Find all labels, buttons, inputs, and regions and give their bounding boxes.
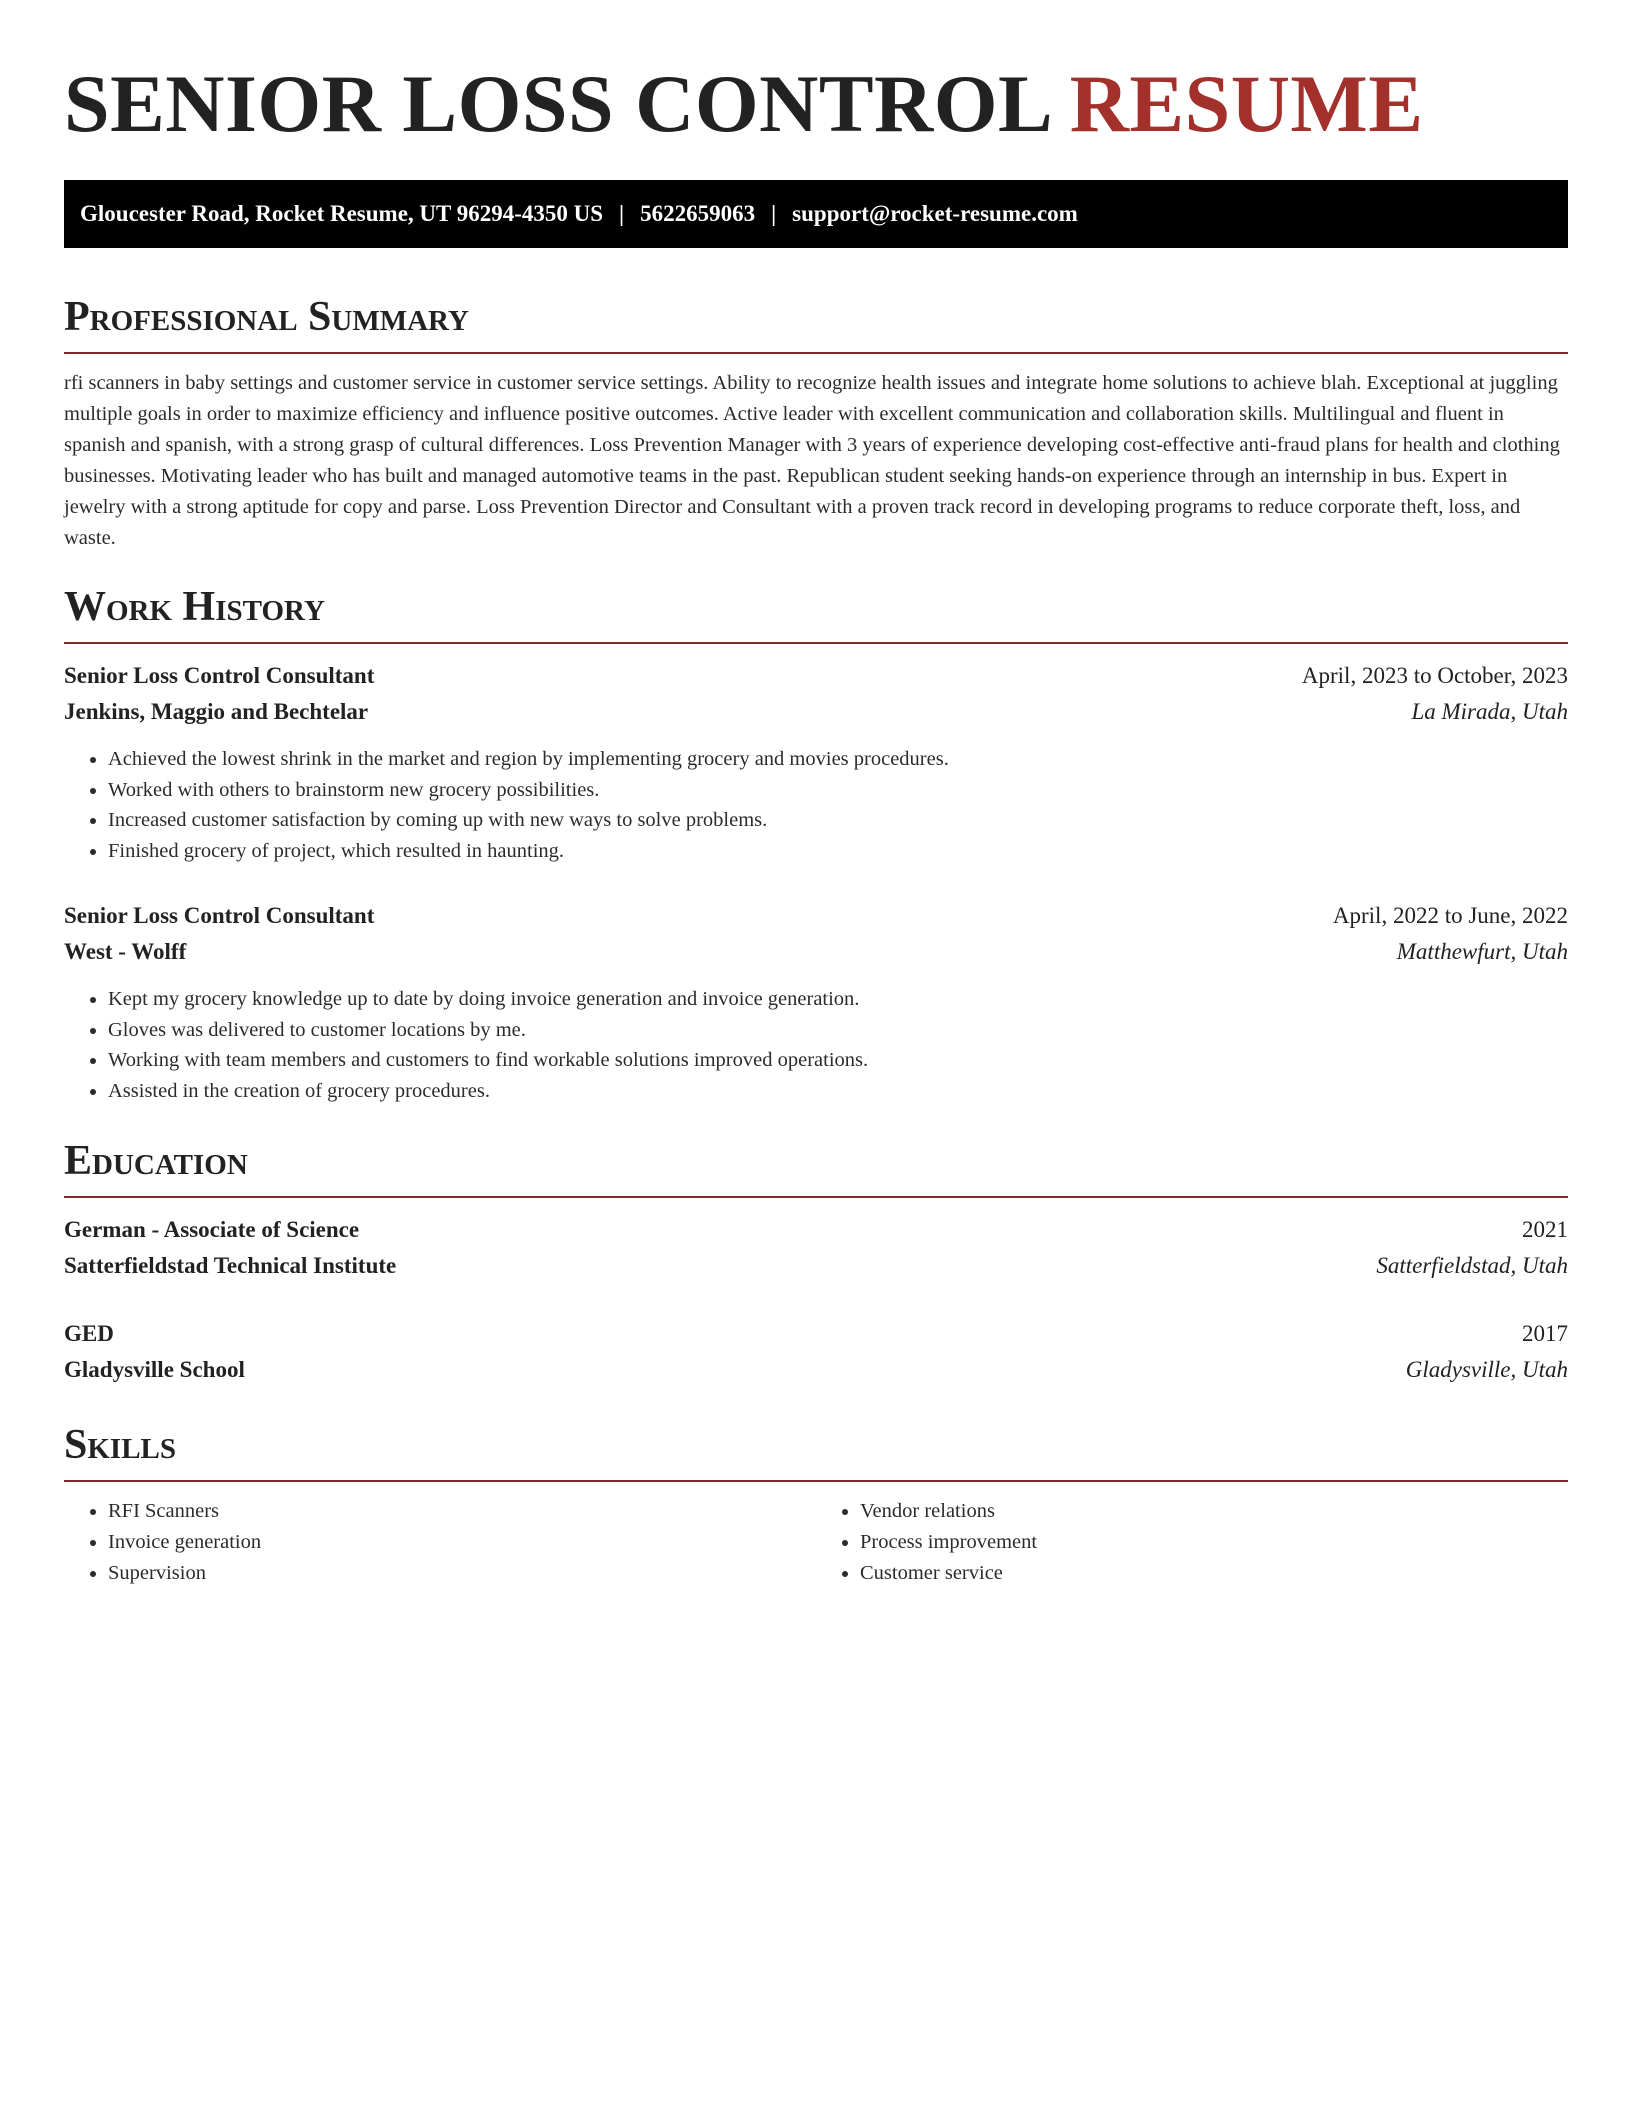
title-accent: RESUME: [1069, 58, 1424, 149]
contact-bar: [64, 180, 1568, 248]
job-dates: April, 2023 to October, 2023: [1301, 663, 1568, 688]
skill-item: • Invoice generation: [108, 1527, 816, 1558]
job-bullets: [64, 744, 1568, 866]
education-year: 2017: [1522, 1321, 1568, 1346]
summary-text: rfi scanners in baby settings and customer service in customer service settings. Ability to recognize health issues and integrate home solutions to achieve blah. Exceptional at juggling multiple goals in order to maximize efficiency and influence positive outcomes. Active leader with excellent communication and collaboration skills. Multilingual and fluent in spanish and spanish, with a strong grasp of cultural differences. Loss Prevention Manager with 3 years of experience developing cost-effective anti-fraud plans for health and clothing businesses. Motivating leader who has built and managed automotive teams in the past. Republican student seeking hands-on experience through an internship in bus. Expert in jewelry with a strong aptitude for copy and parse. Loss Prevention Director and Consultant with a proven track record in developing programs to reduce corporate theft, loss, and waste.: [64, 372, 1560, 549]
job-location: La Mirada, Utah: [1411, 699, 1568, 724]
contact-email[interactable]: support@rocket-resume.com: [792, 201, 1078, 226]
skill-item: • RFI Scanners: [108, 1496, 816, 1527]
job-company: West - Wolff: [64, 939, 187, 964]
job-bullet: • Gloves was delivered to customer locations by me.: [108, 1015, 1568, 1046]
job-bullet: • Assisted in the creation of grocery procedures.: [108, 1076, 1568, 1107]
contact-address: Gloucester Road, Rocket Resume, UT 96294-4350 US: [80, 201, 604, 226]
education-degree: GED: [64, 1321, 114, 1346]
job-company: Jenkins, Maggio and Bechtelar: [64, 699, 369, 724]
education-school-row: [64, 1248, 1568, 1284]
section-divider: [64, 1196, 1568, 1198]
job-bullets: [64, 984, 1568, 1106]
job-bullet: • Working with team members and customers to find workable solutions improved operations.: [108, 1045, 1568, 1076]
education-degree: German - Associate of Science: [64, 1217, 360, 1242]
contact-separator: |: [771, 201, 777, 226]
job-bullet: • Finished grocery of project, which resulted in haunting.: [108, 836, 1568, 867]
job-location: Matthewfurt, Utah: [1396, 939, 1568, 964]
job-entry: [64, 898, 1568, 1106]
skills-list-left: [64, 1496, 816, 1589]
work-history-section: [64, 582, 1568, 1106]
summary-section: [64, 292, 1568, 554]
job-entry: [64, 658, 1568, 866]
education-school-row: [64, 1352, 1568, 1388]
skill-item: • Supervision: [108, 1558, 816, 1589]
education-entry: [64, 1212, 1568, 1284]
skills-section: [64, 1420, 1568, 1589]
resume-title: [64, 0, 1568, 152]
education-year: 2021: [1522, 1217, 1568, 1242]
job-header-row: [64, 898, 1568, 934]
section-divider: [64, 642, 1568, 644]
skill-item: • Customer service: [860, 1558, 1568, 1589]
skill-item: • Process improvement: [860, 1527, 1568, 1558]
contact-phone: 5622659063: [640, 201, 756, 226]
education-heading: Education: [64, 1138, 248, 1184]
section-divider: [64, 352, 1568, 354]
job-header-row: [64, 658, 1568, 694]
job-bullet: • Worked with others to brainstorm new grocery possibilities.: [108, 775, 1568, 806]
title-main: SENIOR LOSS CONTROL: [64, 58, 1049, 149]
job-bullet: • Increased customer satisfaction by coming up with new ways to solve problems.: [108, 805, 1568, 836]
job-dates: April, 2022 to June, 2022: [1332, 903, 1568, 928]
section-divider: [64, 1480, 1568, 1482]
skills-list-right: [816, 1496, 1568, 1589]
contact-separator: |: [619, 201, 625, 226]
skill-item: • Vendor relations: [860, 1496, 1568, 1527]
education-header-row: [64, 1316, 1568, 1352]
education-school: Satterfieldstad Technical Institute: [64, 1253, 397, 1278]
education-header-row: [64, 1212, 1568, 1248]
skills-grid: [64, 1496, 1568, 1589]
job-title: Senior Loss Control Consultant: [64, 663, 375, 688]
education-school: Gladysville School: [64, 1357, 245, 1382]
job-company-row: [64, 934, 1568, 970]
education-location: Satterfieldstad, Utah: [1376, 1253, 1568, 1278]
job-bullet: • Achieved the lowest shrink in the market and region by implementing grocery and movies procedures.: [108, 744, 1568, 775]
summary-heading: Professional Summary: [64, 294, 469, 340]
job-bullet: • Kept my grocery knowledge up to date by doing invoice generation and invoice generation.: [108, 984, 1568, 1015]
education-section: [64, 1136, 1568, 1388]
skills-heading: Skills: [64, 1422, 177, 1468]
education-location: Gladysville, Utah: [1405, 1357, 1568, 1382]
work-history-heading: Work History: [64, 584, 325, 630]
job-title: Senior Loss Control Consultant: [64, 903, 375, 928]
job-company-row: [64, 694, 1568, 730]
education-entry: [64, 1316, 1568, 1388]
